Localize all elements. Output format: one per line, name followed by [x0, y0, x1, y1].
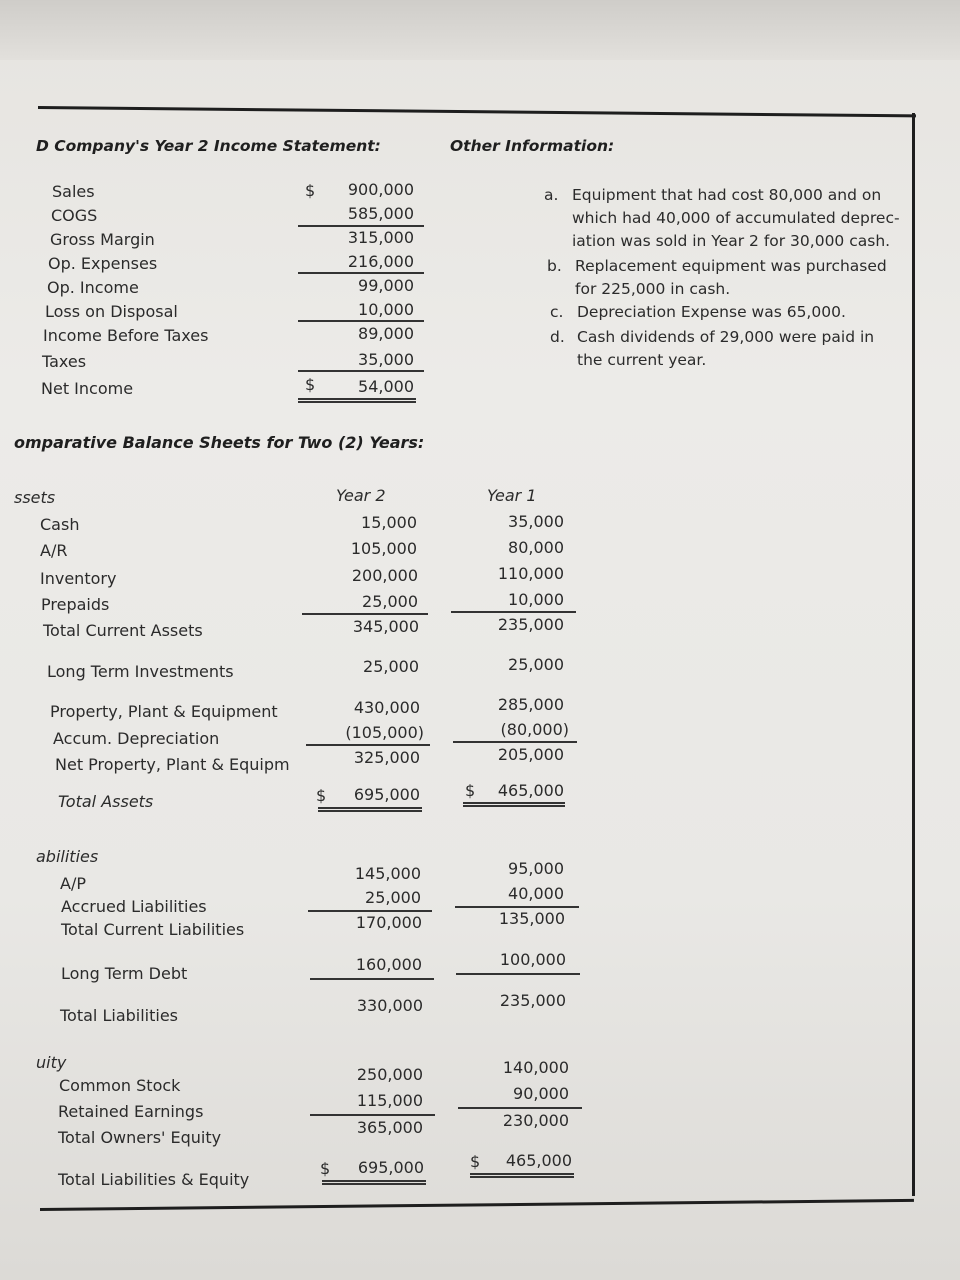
other-info-line: Cash dividends of 29,000 were paid in — [577, 328, 875, 346]
bs-dollar-sign: $ — [465, 781, 476, 800]
bs-year2-value: 25,000 — [363, 657, 419, 676]
bs-year1-value: 235,000 — [499, 991, 566, 1010]
is-value: 89,000 — [358, 324, 414, 343]
is-net-underline — [298, 398, 416, 400]
bs-year2-value: 15,000 — [361, 513, 417, 532]
other-info-line: the current year. — [577, 351, 707, 369]
is-value: 54,000 — [358, 377, 414, 396]
bs-row-label: Long Term Debt — [61, 964, 188, 983]
bs-year2-value: 170,000 — [355, 913, 422, 932]
bs-year2-value: 695,000 — [353, 785, 420, 804]
is-label: Sales — [52, 182, 95, 201]
bs-row-label: Accrued Liabilities — [61, 897, 207, 916]
bs-row-label: Long Term Investments — [47, 662, 234, 681]
bs-year2-value: 115,000 — [356, 1091, 423, 1110]
is-dollar-sign-bottom: $ — [305, 375, 316, 394]
bs-row-label: Inventory — [40, 569, 117, 588]
bs-underline — [458, 1107, 582, 1109]
bs-underline — [453, 741, 577, 743]
is-underline — [298, 272, 424, 274]
bs-year2-value: 200,000 — [351, 566, 418, 585]
equity-section-header: uity — [36, 1053, 67, 1072]
bs-row-label: Prepaids — [41, 595, 110, 614]
liabilities-section-header: abilities — [36, 847, 99, 866]
bs-year1-value: 140,000 — [502, 1058, 569, 1077]
is-label: Op. Income — [47, 278, 139, 297]
bs-year2-value: 330,000 — [356, 996, 423, 1015]
bs-row-label: Total Current Liabilities — [61, 920, 245, 939]
bs-row-label: A/R — [40, 541, 68, 560]
bs-double-underline — [322, 1180, 426, 1182]
assets-section-header: ssets — [14, 488, 56, 507]
is-value: 315,000 — [347, 228, 414, 247]
bs-row-label: Common Stock — [59, 1076, 181, 1095]
bs-year1-value: 285,000 — [497, 695, 564, 714]
bs-double-underline — [463, 802, 565, 804]
bs-double-underline — [322, 1183, 426, 1185]
bs-year1-value: 10,000 — [508, 590, 564, 609]
column-header-year1: Year 1 — [487, 486, 537, 505]
bs-year2-value: 25,000 — [362, 592, 418, 611]
bs-year1-value: 205,000 — [497, 745, 564, 764]
bs-year2-value: 25,000 — [365, 888, 421, 907]
bs-row-label: Total Assets — [58, 792, 154, 811]
is-label: Loss on Disposal — [45, 302, 178, 321]
other-info-line: Depreciation Expense was 65,000. — [577, 303, 846, 321]
bs-double-underline — [318, 810, 422, 812]
bs-dollar-sign: $ — [316, 786, 327, 805]
bs-row-label: A/P — [60, 874, 86, 893]
bs-underline — [455, 906, 579, 908]
bs-year1-value: 80,000 — [508, 538, 564, 557]
is-label: Income Before Taxes — [43, 326, 209, 345]
bs-double-underline — [470, 1176, 574, 1178]
column-header-year2: Year 2 — [336, 486, 386, 505]
right-border-line — [912, 113, 915, 1196]
paper-top-shadow — [0, 0, 960, 60]
other-info-line: for 225,000 in cash. — [575, 280, 731, 298]
bs-year2-value: 430,000 — [353, 698, 420, 717]
is-label: COGS — [51, 206, 98, 225]
other-info-line: Equipment that had cost 80,000 and on — [572, 186, 882, 204]
bs-year1-value: 235,000 — [497, 615, 564, 634]
is-label: Taxes — [42, 352, 87, 371]
is-value: 99,000 — [358, 276, 414, 295]
other-info-marker: c. — [550, 303, 564, 321]
bs-year2-value: 365,000 — [356, 1118, 423, 1137]
is-label: Gross Margin — [50, 230, 155, 249]
bs-year2-value: 145,000 — [354, 864, 421, 883]
is-label: Net Income — [41, 379, 134, 398]
other-info-marker: b. — [547, 257, 562, 275]
is-value: 10,000 — [358, 300, 414, 319]
other-info-marker: d. — [550, 328, 565, 346]
bs-double-underline — [318, 807, 422, 809]
is-value: 35,000 — [358, 350, 414, 369]
is-value: 900,000 — [347, 180, 414, 199]
is-underline — [298, 320, 424, 322]
bs-row-label: Total Current Assets — [43, 621, 203, 640]
bs-year1-value: 465,000 — [497, 781, 564, 800]
bs-year2-value: (105,000) — [345, 723, 424, 742]
is-dollar-sign-top: $ — [305, 181, 316, 200]
bs-row-label: Total Liabilities & Equity — [58, 1170, 250, 1189]
bs-year1-value: 230,000 — [502, 1111, 569, 1130]
is-net-underline-2 — [298, 401, 416, 403]
bs-year1-value: 110,000 — [497, 564, 564, 583]
other-info-line: Replacement equipment was purchased — [575, 257, 887, 275]
bs-year1-value: 90,000 — [513, 1084, 569, 1103]
bs-row-label: Total Liabilities — [60, 1006, 179, 1025]
bs-underline — [310, 1114, 435, 1116]
bs-year1-value: 40,000 — [508, 884, 564, 903]
other-info-line: iation was sold in Year 2 for 30,000 cash. — [572, 232, 891, 250]
is-underline — [298, 370, 424, 372]
bs-dollar-sign: $ — [320, 1159, 331, 1178]
is-value: 216,000 — [347, 252, 414, 271]
bs-year2-value: 250,000 — [356, 1065, 423, 1084]
bs-double-underline — [463, 805, 565, 807]
bs-row-label: Net Property, Plant & Equipm — [55, 755, 290, 774]
bs-underline — [302, 613, 428, 615]
bs-year2-value: 105,000 — [350, 539, 417, 558]
is-value: 585,000 — [347, 204, 414, 223]
bs-year2-value: 695,000 — [357, 1158, 424, 1177]
bs-year1-value: 465,000 — [505, 1151, 572, 1170]
bs-year1-value: (80,000) — [500, 720, 569, 739]
bs-year2-value: 325,000 — [353, 748, 420, 767]
is-underline — [298, 225, 424, 227]
bs-year2-value: 160,000 — [355, 955, 422, 974]
bs-double-underline — [470, 1173, 574, 1175]
bs-year1-value: 135,000 — [498, 909, 565, 928]
bs-row-label: Accum. Depreciation — [53, 729, 220, 748]
bs-year2-value: 345,000 — [352, 617, 419, 636]
balance-sheet-title: omparative Balance Sheets for Two (2) Years: — [14, 433, 425, 452]
is-label: Op. Expenses — [48, 254, 158, 273]
other-info-title: Other Information: — [450, 137, 615, 155]
other-info-marker: a. — [544, 186, 559, 204]
bs-underline — [308, 910, 432, 912]
bs-year1-value: 35,000 — [508, 512, 564, 531]
other-info-line: which had 40,000 of accumulated deprec- — [572, 209, 900, 227]
bs-underline — [306, 744, 430, 746]
income-statement-title: D Company's Year 2 Income Statement: — [36, 137, 381, 155]
bs-row-label: Property, Plant & Equipment — [50, 702, 278, 721]
bs-row-label: Retained Earnings — [58, 1102, 204, 1121]
bs-underline — [451, 611, 576, 613]
bs-underline — [456, 973, 580, 975]
bs-row-label: Cash — [40, 515, 80, 534]
bs-dollar-sign: $ — [470, 1152, 481, 1171]
bs-year1-value: 25,000 — [508, 655, 564, 674]
bs-row-label: Total Owners' Equity — [58, 1128, 222, 1147]
bs-year1-value: 95,000 — [508, 859, 564, 878]
bs-year1-value: 100,000 — [499, 950, 566, 969]
bs-underline — [310, 978, 434, 980]
